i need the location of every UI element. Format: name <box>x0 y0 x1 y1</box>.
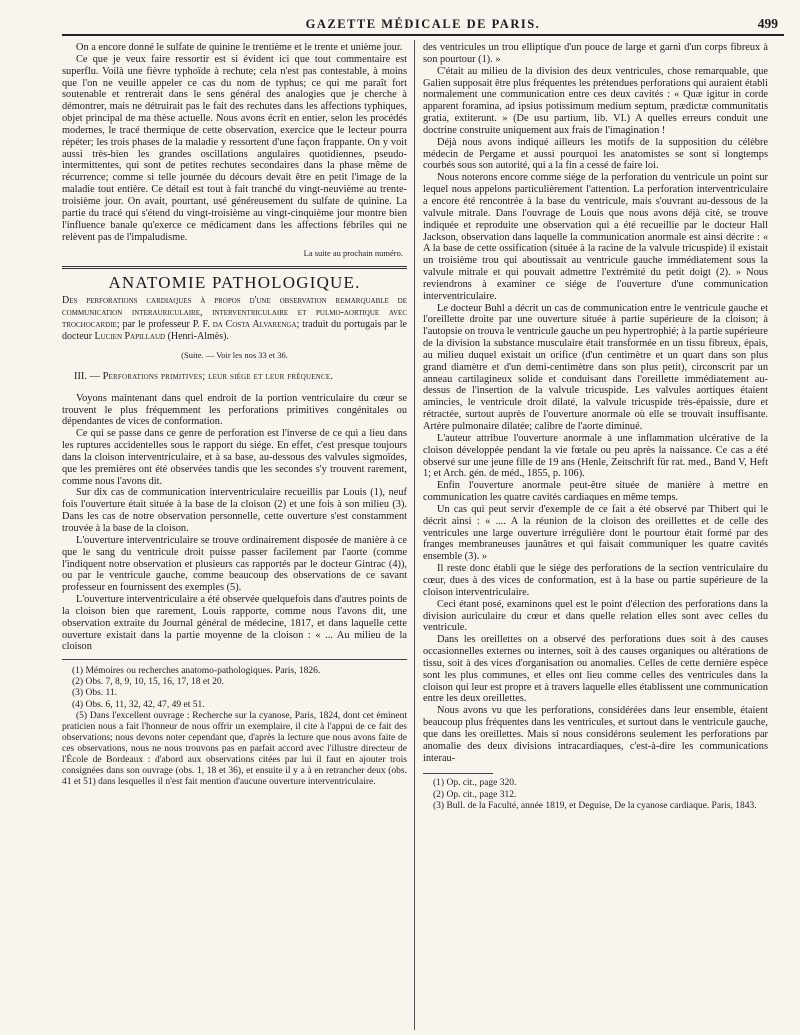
paragraph: Sur dix cas de communication interventriculaire recueillis par Louis (1), neuf fois l'ouverture était située à la base de la cloison (2) et une fois à son milieu (3). Dans les cas de notre observation personnelle, cette ouverture s'est constamment trouvée à la base de la cloison. <box>62 487 407 534</box>
right-footnotes <box>423 778 768 811</box>
subsection-title: Perforations primitives; leur siége et leur fréquence. <box>102 370 334 382</box>
continued-note: La suite au prochain numéro. <box>303 248 403 259</box>
paragraph: Déjà nous avons indiqué ailleurs les motifs de la supposition du célèbre médecin de Pergame et aussi pourquoi les anatomistes se sont si longtemps courbés sous son autorité, qui a la fin a cessé de faire loi. <box>423 136 768 172</box>
footnote: (2) Op. cit., page 312. <box>433 789 517 800</box>
journal-title: GAZETTE MÉDICALE DE PARIS. <box>305 17 541 31</box>
footnote: (1) Mémoires ou recherches anatomo-pathologiques. Paris, 1826. <box>72 666 321 677</box>
paragraph: Le docteur Buhl a décrit un cas de communication entre le ventricule gauche et l'oreillette droite par une ouverture située à partie supérieure de la cloison; à l'autopsie on trouva le ventricule gauche un peu hypertrophié; à la partie supérieure de la division la substance musculaire était transformée en un tissu fibreux, épais, au milieu duquel existait un orifice (d'un centimètre et un quart dans son plus grand diamètre et d'un demi-centimètre dans son plus petit), circonscrit par un anneau cartilagineux solide et conduisant dans l'oreillette immédiatement au-dessus de l'insertion de la valvule tricuspide. Les valvules aortiques étaient amincies, le ventricule droit dilaté, la valvule tricuspide très-épaissie, dure et rétractée, surtout auprès de l'ouverture anormale où elle se trouvait insuffisante. Artère pulmonaire dilatée; calibre de l'aorte diminué. <box>423 302 768 432</box>
page-header <box>62 8 784 36</box>
paragraph: On a encore donné le sulfate de quinine le trentième et le trente et unième jour. <box>76 42 403 53</box>
footnote: (2) Obs. 7, 8, 9, 10, 15, 16, 17, 18 et 20. <box>72 677 224 688</box>
article-translator: Lucien Papillaud <box>94 331 166 343</box>
page-number: 499 <box>757 16 778 31</box>
paragraph: Ceci étant posé, examinons quel est le point d'élection des perforations dans la division auriculaire du cœur et dans quelle relation elles sont avec celles du ventricule. <box>423 598 768 634</box>
footnote: (5) Dans l'excellent ouvrage : Recherche sur la cyanose, Paris, 1824, dont cet éminent praticien nous a fait l'honneur de nous offrir un exemplaire, il cite à l'appui de ce fait des observations; nous devons noter cependant que, d'après la lecture que nous avons faite de ces observations, nous ne nous trouvons pas en parfait accord avec l'illustre directeur de l'École de Bordeaux : d'abord aux observations citées par lui il faut en ajouter trois consignées dans son ouvrage (obs. 1, 18 et 36), et ensuite il y a à en retrancher deux (obs. 41 et 51) dans lesquelles il n'est fait mention d'aucune ouverture interventriculaire. <box>62 710 407 788</box>
footnote: (3) Bull. de la Faculté, année 1819, et Deguise, De la cyanose cardiaque. Paris, 1843. <box>433 800 757 811</box>
paragraph: des ventricules un trou elliptique d'un pouce de large et garni d'un corps fibreux à son pourtour (1). » <box>423 42 768 65</box>
footnote: (1) Op. cit., page 320. <box>433 778 517 789</box>
column-divider <box>414 40 415 1030</box>
article-byline: ; par le professeur P. F. <box>116 319 213 331</box>
paragraph: L'ouverture interventriculaire se trouve ordinairement disposée de manière à ce que le sang du ventricule droit puisse passer facilement par l'aorte (comme l'indiquent notre observation et plusieurs cas rapportés par le docteur Gintrac (4)), ou par le ventricule gauche, comme beaucoup des observations de ce savant professeur en fournissent des exemples (5). <box>62 534 407 594</box>
left-footnotes <box>62 666 407 788</box>
paragraph: Nous noterons encore comme siége de la perforation du ventricule un point sur lequel nous appelons particulièrement l'attention. La perforation interventriculaire a encore été rencontrée à la base du ventricule, mais s'ouvrant au-dessous de la valvule mitrale. Dans l'ouvrage de Louis que nous avons déjà cité, se trouve indiquée et reproduite une observation qui a été recueillie par le docteur Hall Jackson, observation dans laquelle la communication anormale est ainsi décrite : « A la base de cette ossification (située à la racine de la valvule tricuspide) il existait un troisième trou qui aboutissait au ventricule gauche immédiatement sous la valvule mitrale et qui pouvait admettre l'extrémité du petit doigt (2). » Nous reviendrons à examiner ce siége de l'ouverture d'une communication interventriculaire. <box>423 172 768 302</box>
subsection-number: III. — <box>74 370 103 382</box>
paragraph: Un cas qui peut servir d'exemple de ce fait a été observé par Thibert qui le décrit ainsi : « .... A la réunion de la cloison des oreillettes et de celle des ventricules une large ouverture irrégulière dont le pourtour était formé par des franges membraneuses jaunâtres et qui faisait communiquer les quatre cavités ensemble (3). » <box>423 503 768 563</box>
paragraph: L'auteur attribue l'ouverture anormale à une inflammation ulcérative de la cloison développée pendant la vie fœtale ou peu après la naissance. Ce cas a été observé sur une jeune fille de 19 ans (Henle, Zeitschrift für rat. med., Band V, Heft 1; et Arch. gén. de méd., 1855, p. 106). <box>423 432 768 480</box>
article-translator-place: (Henri-Almès). <box>165 331 229 343</box>
footnote: (3) Obs. 11. <box>72 688 118 699</box>
suite-note: (Suite. — Voir les nos 33 et 36. <box>181 350 288 361</box>
footnote-rule <box>62 659 407 660</box>
article-author: da Costa Alvarenga <box>212 319 297 331</box>
paragraph: Ce que je veux faire ressortir est si évident ici que tout commentaire est superflu. Voilà une fièvre typhoïde à rechute; cela n'est pas contestable, à moins que l'on ne veuille appeler ce cas du nom de typhus; ce qui me paraît fort soutenable et rentrerait dans le sens général des analogies que je cherche à démontrer, mais ne détruirait pas le fait des rechutes dans les affections typhiques, objet principal de ma thèse actuelle. Nous avons écrit en entier, selon les procédés modernes, le tracé thermique de cette observation, exercice que le lecteur pourra répéter; les trois phases de la maladie y ressortent d'une façon frappante. On y voit aussi très-bien les grandes oscillations angulaires quotidiennes, pseudo-intermittentes, qui sont de petites rechutes secondaires dans la phase même de récurrence; comme si telle journée du décours devait être en petit l'image de la maladie tout entière. Ce détail est tout à fait tranché du vingt-neuvième au trente-troisième jour. On avait, pourtant, usé généreusement du sulfate de quinine. La partie du tracé qui s'étend du vingt-troisième au vingt-cinquième jour montre bien l'influence banale qu'exerce ce médicament dans les affections fébriles qui ne relèvent pas de l'impaludisme. <box>62 53 407 243</box>
paragraph: C'était au milieu de la division des deux ventricules, chose remarquable, que Galien supposait être plus fréquentes les prétendues perforations qui auraient établi normalement une communication entre ces deux cavités : « Quæ igitur in corde apparent foramina, ad ipsius potissimum medium septum, prædictæ communitatis gratia, extiterunt. » (De usu partium, lib. VI.) A quelles erreurs conduit une doctrine construite uniquement aux frais de l'imagination ! <box>423 65 768 136</box>
section-title: ANATOMIE PATHOLOGIQUE. <box>108 273 361 293</box>
left-column <box>62 42 407 788</box>
article-title: Des perforations cardiaques à propos d'une observation remarquable de communication interauriculaire, interventriculaire et pulmo-aortique avec trochocardie <box>62 295 407 331</box>
footnote-rule <box>423 773 493 774</box>
paragraph: Voyons maintenant dans quel endroit de la portion ventriculaire du cœur se trouvent le plus fréquemment les perforations primitives congénitales ou dépendantes de vices de conformation. <box>62 392 407 428</box>
paragraph: Ce qui se passe dans ce genre de perforation est l'inverse de ce qui a lieu dans les ruptures accidentelles sous le rapport du siége. En effet, c'est presque toujours dans la cloison interventriculaire, et à sa base, au-dessous des valvules sigmoïdes, que les premières ont été observées tandis que les secondes s'y trouvent rarement, comme nous l'avons dit. <box>62 428 407 487</box>
section-rule <box>62 266 407 269</box>
paragraph: Il reste donc établi que le siége des perforations de la section ventriculaire du cœur, dues à des vices de conformation, est à la base ou partie supérieure de la cloison interventriculaire. <box>423 563 768 598</box>
paragraph: Dans les oreillettes on a observé des perforations dues soit à des causes occasionnelles externes ou internes, soit à des causes organiques ou altérations de tissu, soit à des vices d'organisation ou anomalies. Celles de cette dernière espèce sont les plus communes, et elles ont lieu comme celles des ventricules dans la cloison qui leur est propre et à travers laquelle elles établissent une communication entre les deux oreillettes. <box>423 634 768 705</box>
article-intro <box>62 295 407 343</box>
article-translation-note: ; traduit du portugais par le docteur <box>62 319 407 343</box>
subsection-heading <box>62 371 407 383</box>
right-column <box>423 42 768 812</box>
paragraph: L'ouverture interventriculaire a été observée quelquefois dans d'autres points de la cloison bien que rarement, Louis rapporte, comme nous l'avons dit, une observation extraite du Journal général de médecine, 1817, et dans laquelle cette ouverture existait dans la partie moyenne de la cloison : « ... Au milieu de la cloison <box>62 594 407 653</box>
paragraph: Enfin l'ouverture anormale peut-être située de manière à mettre en communication les quatre cavités cardiaques en même temps. <box>423 480 768 504</box>
footnote: (4) Obs. 6, 11, 32, 42, 47, 49 et 51. <box>72 699 205 710</box>
paragraph: Nous avons vu que les perforations, considérées dans leur ensemble, étaient beaucoup plus fréquentes dans les ventricules, et surtout dans le ventricule gauche, que dans les oreillettes. Mais si nous considérons seulement les perforations par anomalie des deux divisions intracardiaques, c'est-à-dire les communications interau- <box>423 705 768 764</box>
